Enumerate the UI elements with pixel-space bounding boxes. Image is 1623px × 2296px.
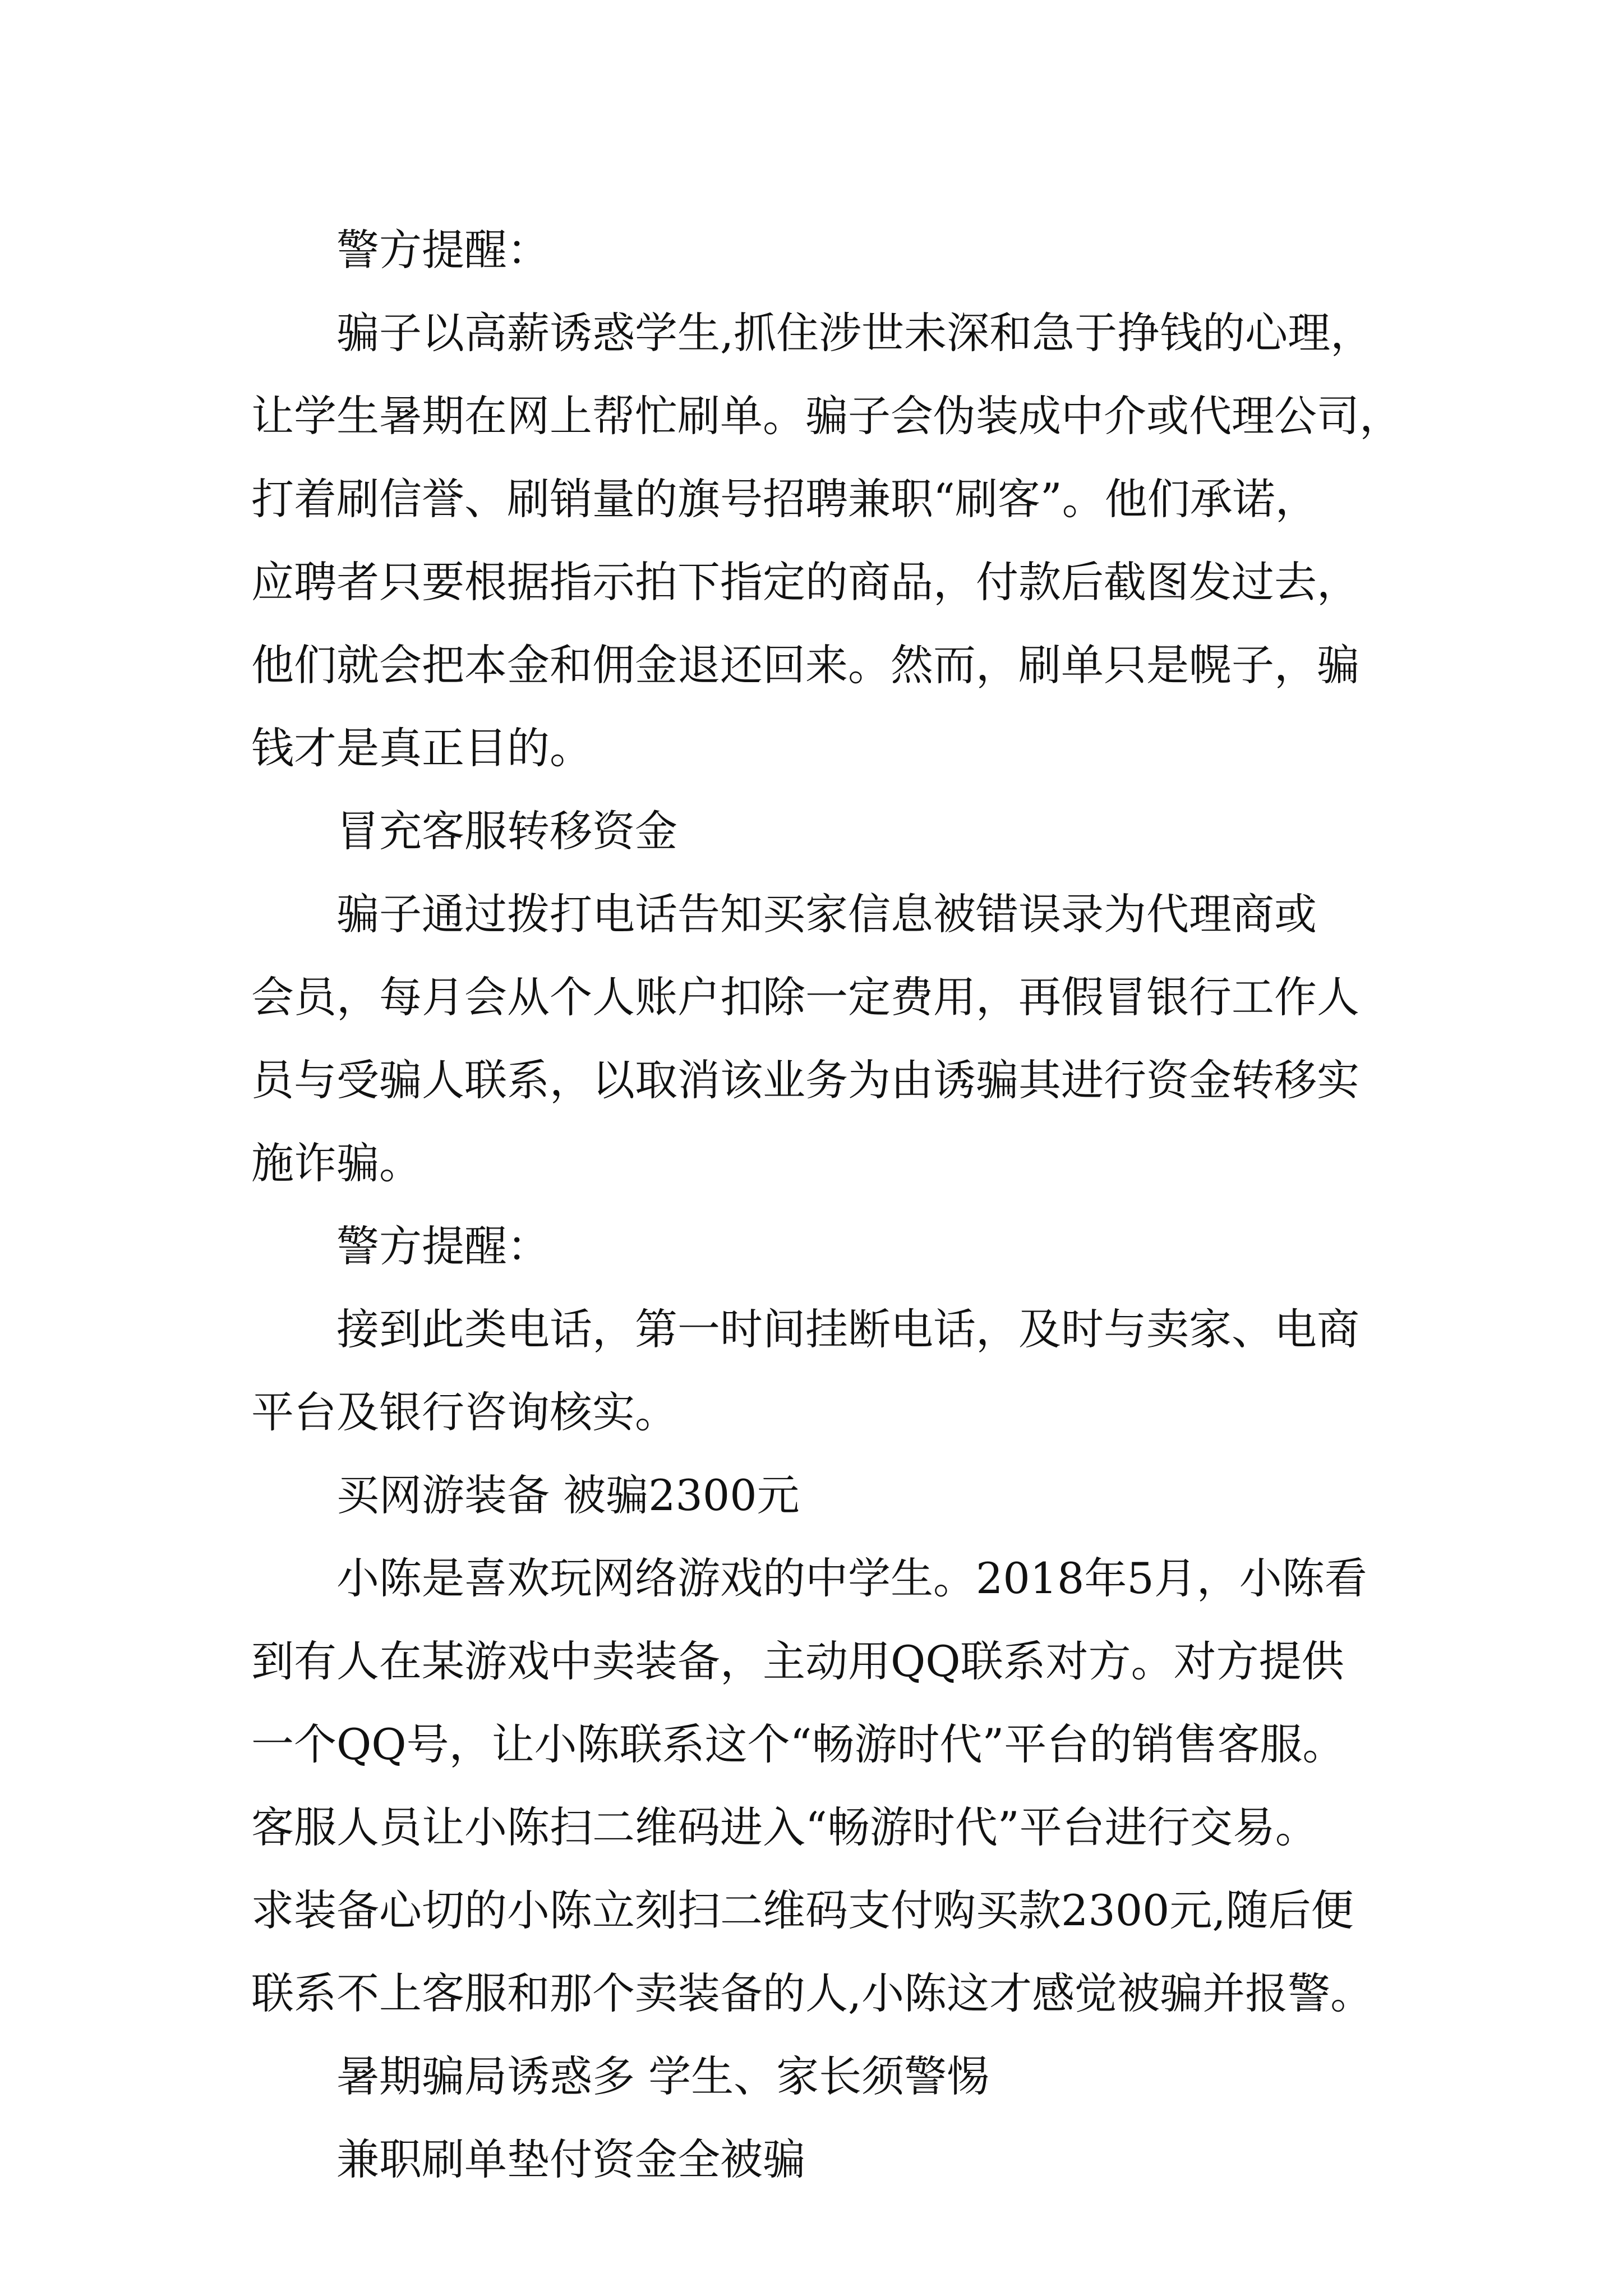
text-line: 会员，每月会从个人账户扣除一定费用，再假冒银行工作人 (251, 972, 1359, 1022)
text-line: 施诈骗。 (251, 1138, 422, 1188)
text-line: 警方提醒： (336, 1221, 550, 1271)
text-line: 应聘者只要根据指示拍下指定的商品，付款后截图发过去， (251, 557, 1359, 607)
text-line: 客服人员让小陈扫二维码进入“畅游时代”平台进行交易。 (251, 1802, 1318, 1852)
text-line: 冒充客服转移资金 (336, 806, 677, 856)
text-line: 他们就会把本金和佣金退还回来。然而，刷单只是幌子，骗 (251, 640, 1359, 690)
text-line: 钱才是真正目的。 (251, 723, 592, 773)
text-line: 接到此类电话，第一时间挂断电话，及时与卖家、电商 (336, 1304, 1359, 1354)
text-line: 暑期骗局诱惑多 学生、家长须警惕 (336, 2051, 990, 2101)
text-line: 平台及银行咨询核实。 (251, 1387, 677, 1437)
text-line: 警方提醒： (336, 225, 550, 275)
text-line: 兼职刷单垫付资金全被骗 (336, 2134, 805, 2184)
text-line: 一个QQ号，让小陈联系这个“畅游时代”平台的销售客服。 (251, 1719, 1345, 1769)
text-line: 骗子以高薪诱惑学生,抓住涉世未深和急于挣钱的心理， (336, 308, 1373, 358)
document-body (251, 209, 1407, 2201)
text-line: 求装备心切的小陈立刻扫二维码支付购买款2300元,随后便 (251, 1885, 1354, 1935)
text-line: 打着刷信誉、刷销量的旗号招聘兼职“刷客”。他们承诺， (251, 474, 1318, 524)
text-line: 员与受骗人联系，以取消该业务为由诱骗其进行资金转移实 (251, 1055, 1359, 1105)
text-line: 让学生暑期在网上帮忙刷单。骗子会伪装成中介或代理公司， (251, 391, 1402, 441)
text-line: 到有人在某游戏中卖装备，主动用QQ联系对方。对方提供 (251, 1636, 1344, 1686)
text-line: 联系不上客服和那个卖装备的人,小陈这才感觉被骗并报警。 (251, 1968, 1373, 2018)
text-line: 买网游装备 被骗2300元 (336, 1470, 800, 1520)
text-line: 骗子通过拨打电话告知买家信息被错误录为代理商或 (336, 889, 1317, 939)
text-line: 小陈是喜欢玩网络游戏的中学生。2018年5月，小陈看 (336, 1553, 1367, 1603)
